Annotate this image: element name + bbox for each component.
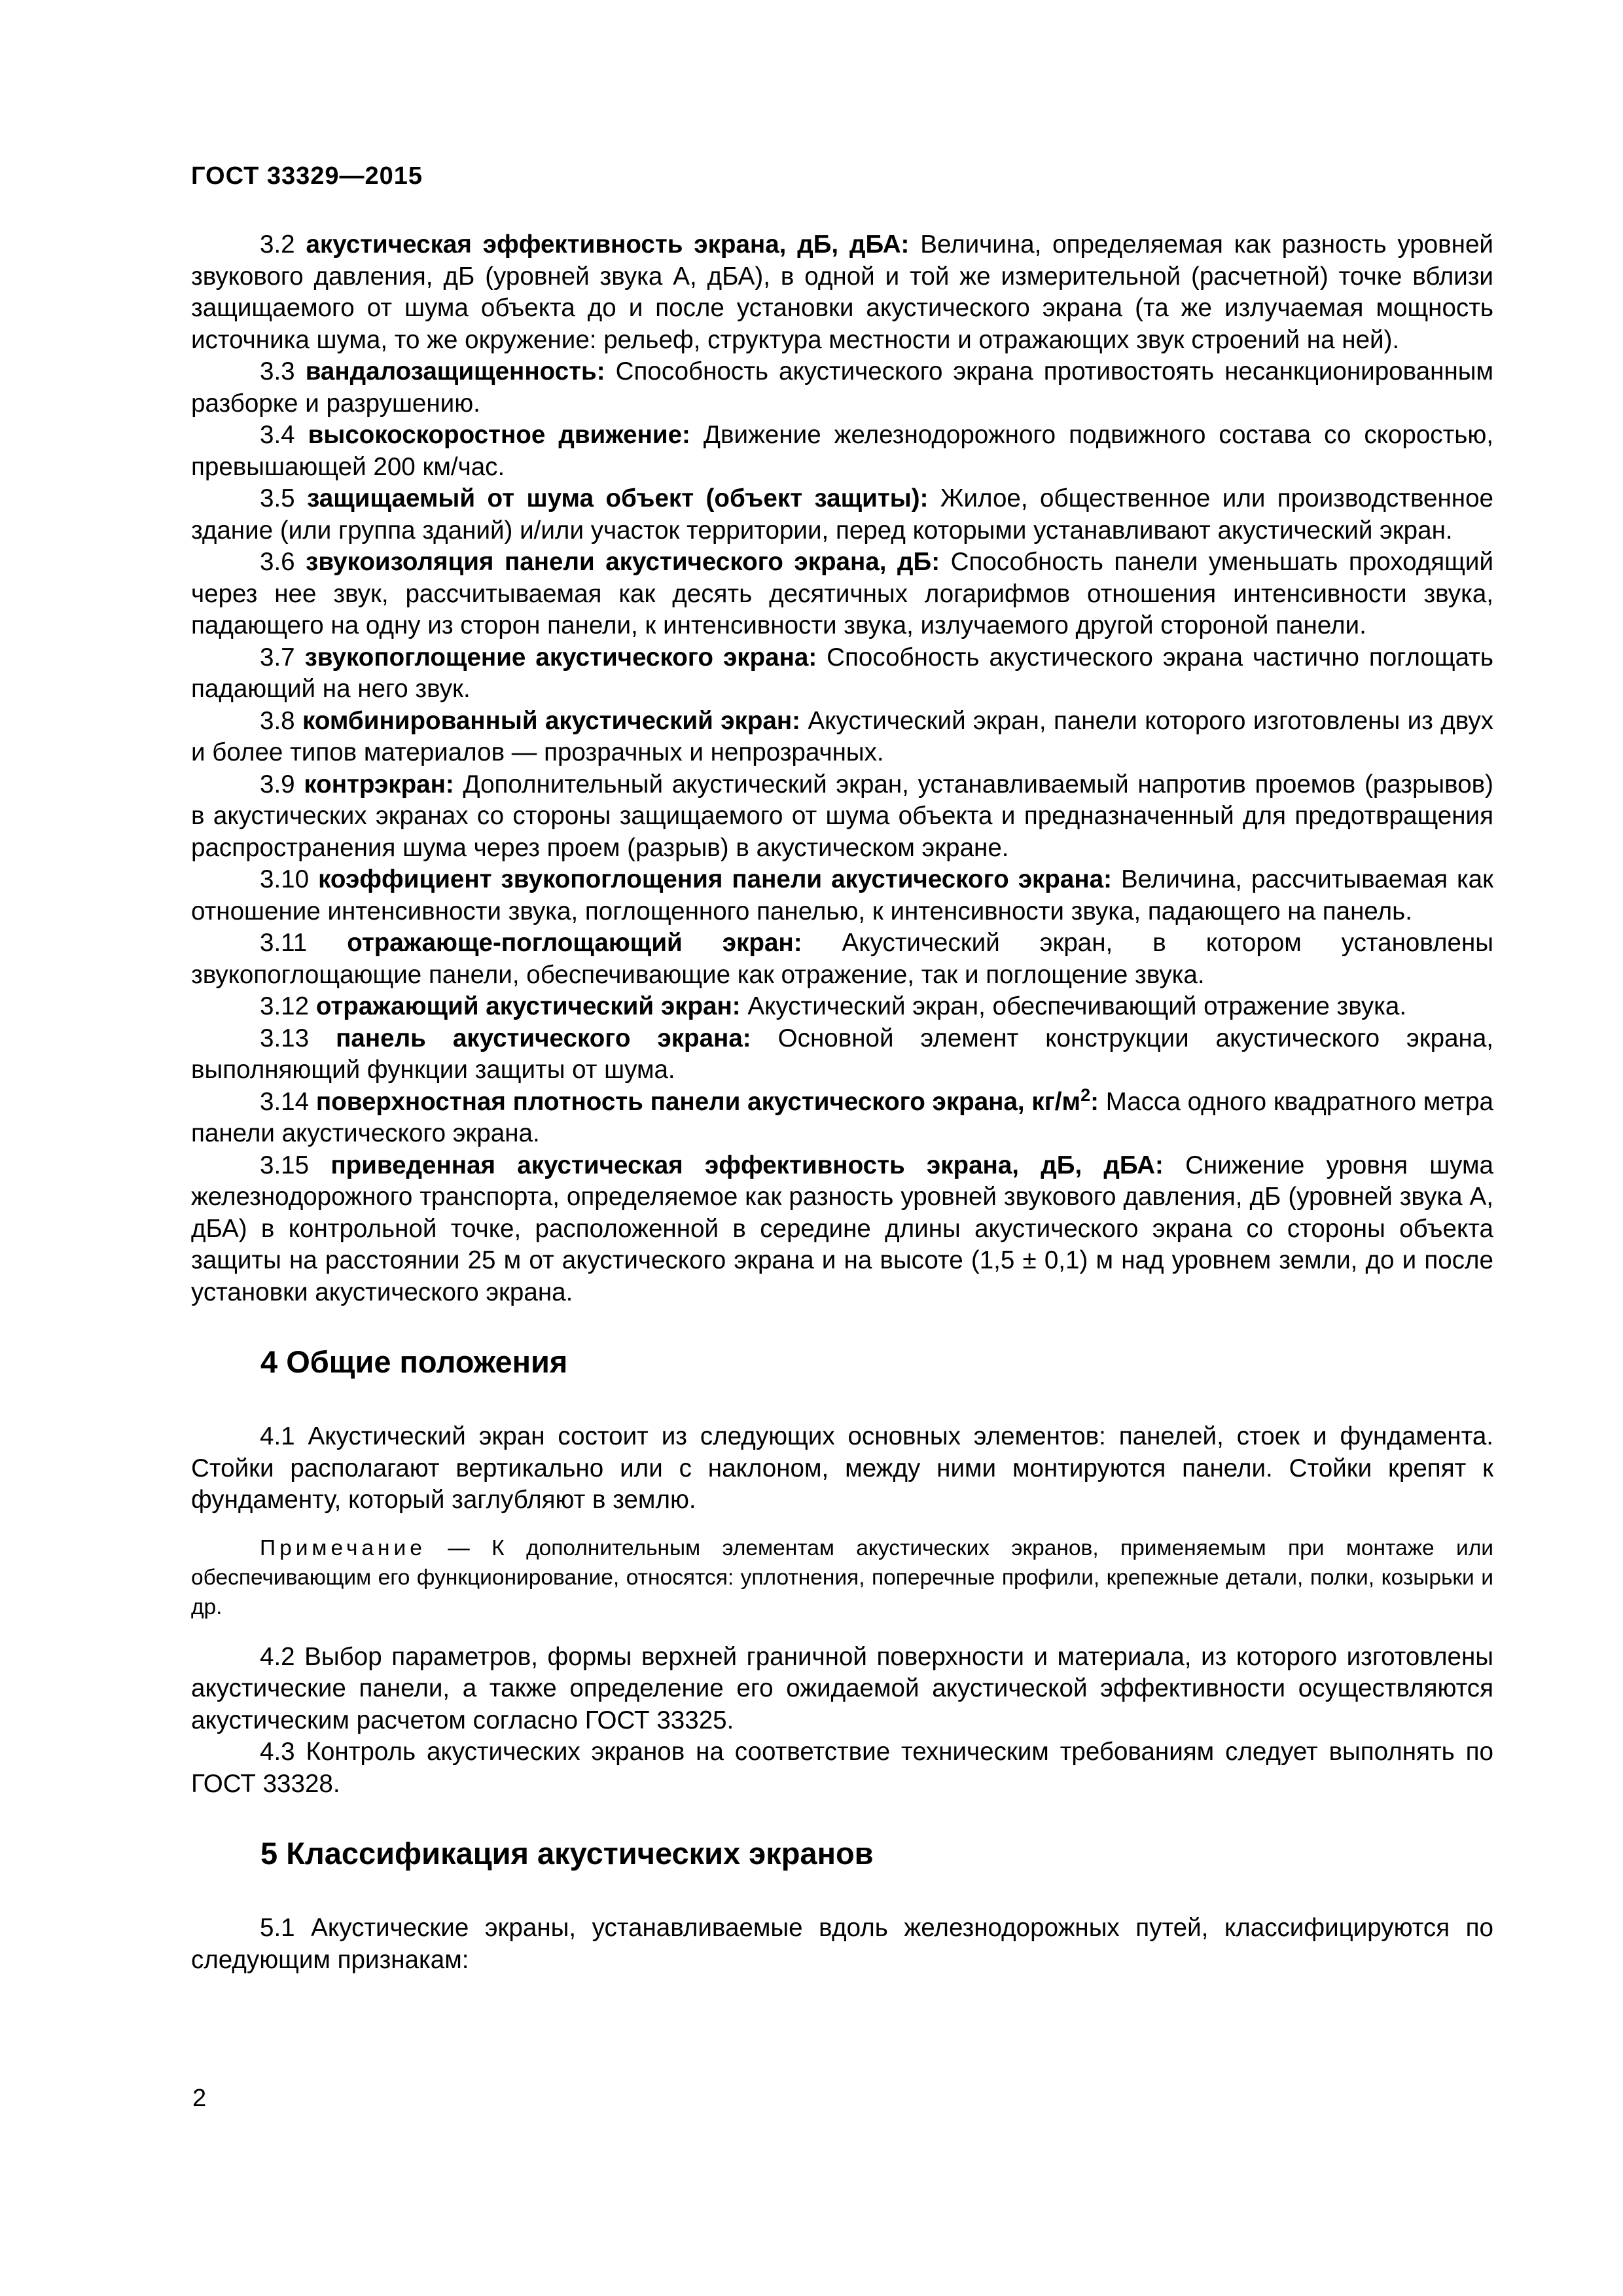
note-label: Примечание (260, 1535, 426, 1560)
term-definition: Акустический экран, обеспечивающий отражение звука. (747, 992, 1407, 1020)
term-definition: Способность акустического экрана частично поглощать падающий на него звук. (191, 643, 1494, 703)
term-definition: Движение железнодорожного подвижного состава со скоростью, превышающей 200 км/час. (191, 421, 1494, 481)
term-3-13: 3.13 панель акустического экрана: Основной элемент конструкции акустического экрана, выполняющий функции защиты от шума. (191, 1024, 1494, 1084)
term-title: звукоизоляция панели акустического экрана, дБ: (306, 548, 940, 576)
term-title: комбинированный акустический экран: (302, 706, 801, 735)
term-definition: Основной элемент конструкции акустического экрана, выполняющий функции защиты от шума. (191, 1024, 1494, 1084)
term-3-4: 3.4 высокоскоростное движение: Движение железнодорожного подвижного состава со скоростью, превышающей 200 км/час. (191, 421, 1494, 481)
term-title: высокоскоростное движение: (308, 421, 690, 449)
paragraph-5-1: 5.1 Акустические экраны, устанавливаемые вдоль железнодорожных путей, классифицируются по следующим признакам: (191, 1914, 1493, 1974)
term-3-9: 3.9 контрэкран: Дополнительный акустический экран, устанавливаемый напротив проемов (разрывов) в акустических экранах со стороны защищаемого от шума объекта и предназначенный для предотвращения распространения шума через проем (разрыв) в акустическом экране. (191, 770, 1494, 862)
term-definition: Акустический экран, в котором установлены звукопоглощающие панели, обеспечивающие как отражение, так и поглощение звука. (191, 929, 1493, 989)
term-title: звукопоглощение акустического экрана: (304, 643, 817, 672)
term-definition: Масса одного квадратного метра панели акустического экрана. (191, 1087, 1494, 1147)
term-definition: Способность панели уменьшать проходящий через нее звук, рассчитываемая как десять десятичных логарифмов отношения интенсивности звука, падающего на одну из сторон панели, к интенсивности звука, излучаемого другой стороной панели. (191, 548, 1493, 639)
term-3-7: 3.7 звукопоглощение акустического экрана: Способность акустического экрана частично поглощать падающий на него звук. (191, 643, 1494, 703)
term-title: вандалозащищенность: (305, 357, 605, 386)
paragraph-4-3: 4.3 Контроль акустических экранов на соответствие техническим требованиям следует выполнять по ГОСТ 33328. (191, 1738, 1493, 1798)
term-definition: Величина, рассчитываемая как отношение интенсивности звука, поглощенного панелью, к интенсивности звука, падающего на панель. (191, 865, 1494, 925)
term-title: контрэкран: (304, 770, 454, 798)
term-definition: Способность акустического экрана противостоять несанкционированным разборке и разрушению. (191, 357, 1494, 418)
term-title: коэффициент звукопоглощения панели акустического экрана: (318, 865, 1112, 893)
term-title: поверхностная плотность панели акустического экрана, $кг/м^2$: (315, 1085, 1099, 1116)
term-3-8: 3.8 комбинированный акустический экран: Акустический экран, панели которого изготовлены из двух и более типов материалов — прозрачных и непрозрачных. (191, 706, 1493, 766)
term-3-12: 3.12 отражающий акустический экран: Акустический экран, обеспечивающий отражение звука. (260, 992, 1407, 1020)
term-3-14: 3.14 поверхностная плотность панели акустического экрана, $кг/м^2$: Масса одного квадратного метра панели акустического экрана. (191, 1085, 1494, 1147)
term-title: панель акустического экрана: (336, 1024, 751, 1052)
term-title: акустическая эффективность экрана, дБ, дБА: (306, 230, 910, 259)
term-title: отражающе-поглощающий экран: (347, 929, 802, 957)
term-3-5: 3.5 защищаемый от шума объект (объект защиты): Жилое, общественное или производственное здание (или группа зданий) и/или участок территории, перед которыми устанавливают акустический экран. (191, 484, 1494, 545)
term-definition: Акустический экран, панели которого изготовлены из двух и более типов материалов — прозрачных и непрозрачных. (191, 706, 1493, 766)
note-text: — К дополнительным элементам акустических экранов, применяемым при монтаже или обеспечивающим его функционирование, относятся: уплотнения, поперечные профили, крепежные детали, полки, козырьки и др. (191, 1535, 1493, 1619)
term-3-10: 3.10 коэффициент звукопоглощения панели акустического экрана: Величина, рассчитываемая как отношение интенсивности звука, поглощенного панелью, к интенсивности звука, падающего на панель. (191, 865, 1494, 925)
superscript: 2 (1080, 1085, 1091, 1105)
term-definition: Снижение уровня шума железнодорожного транспорта, определяемое как разность уровней звукового давления, дБ (уровней звука А, дБА) в контрольной точке, расположенной в середине длины акустического экрана со стороны объекта защиты на расстоянии 25 м от акустического экрана и на высоте (1,5 ± 0,1) м над уровнем земли, до и после установки акустического экрана. (191, 1151, 1494, 1306)
page-content (191, 229, 1493, 1976)
section-5-title: 5 Классификация акустических экранов (260, 1836, 874, 1871)
term-3-2: 3.2 акустическая эффективность экрана, дБ, дБА: Величина, определяемая как разность уровней звукового давления, дБ (уровней звука А, дБА), в одной и той же измерительной (расчетной) точке вблизи защищаемого от шума объекта до и после установки акустического экрана (та же излучаемая мощность источника шума, то же окружение: рельеф, структура местности и отражающих звук строений на ней). (191, 230, 1493, 354)
paragraph-4-1: 4.1 Акустический экран состоит из следующих основных элементов: панелей, стоек и фундамента. Стойки располагают вертикально или с наклоном, между ними монтируются панели. Стойки крепят к фундаменту, который заглубляют в землю. (191, 1422, 1493, 1514)
term-3-11: 3.11 отражающе-поглощающий экран: Акустический экран, в котором установлены звукопоглощающие панели, обеспечивающие как отражение, так и поглощение звука. (191, 929, 1493, 989)
paragraph-4-2: 4.2 Выбор параметров, формы верхней граничной поверхности и материала, из которого изготовлены акустические панели, а также определение его ожидаемой акустической эффективности осуществляются акустическим расчетом согласно ГОСТ 33325. (191, 1642, 1493, 1734)
note (191, 1534, 1493, 1622)
term-title: защищаемый от шума объект (объект защиты): (307, 484, 929, 512)
term-3-15: 3.15 приведенная акустическая эффективность экрана, дБ, дБА: Снижение уровня шума железнодорожного транспорта, определяемое как разность уровней звукового давления, дБ (уровней звука А, дБА) в контрольной точке, расположенной в середине длины акустического экрана со стороны объекта защиты на расстоянии 25 м от акустического экрана и на высоте (1,5 ± 0,1) м над уровнем земли, до и после установки акустического экрана. (191, 1151, 1494, 1306)
standard-header: ГОСТ 33329—2015 (191, 162, 423, 190)
section-4-title: 4 Общие положения (260, 1344, 568, 1379)
term-3-6: 3.6 звукоизоляция панели акустического экрана, дБ: Способность панели уменьшать проходящий через нее звук, рассчитываемая как десять десятичных логарифмов отношения интенсивности звука, падающего на одну из сторон панели, к интенсивности звука, излучаемого другой стороной панели. (191, 548, 1493, 639)
term-title: приведенная акустическая эффективность экрана, дБ, дБА: (330, 1151, 1164, 1179)
page-number: 2 (192, 2085, 207, 2112)
term-definition: Величина, определяемая как разность уровней звукового давления, дБ (уровней звука А, дБА), в одной и той же измерительной (расчетной) точке вблизи защищаемого от шума объекта до и после установки акустического экрана (та же излучаемая мощность источника шума, то же окружение: рельеф, структура местности и отражающих звук строений на ней). (191, 230, 1493, 354)
term-definition: Жилое, общественное или производственное здание (или группа зданий) и/или участок территории, перед которыми устанавливают акустический экран. (191, 484, 1494, 545)
term-definition: Дополнительный акустический экран, устанавливаемый напротив проемов (разрывов) в акустических экранах со стороны защищаемого от шума объекта и предназначенный для предотвращения распространения шума через проем (разрыв) в акустическом экране. (191, 770, 1494, 862)
term-3-3: 3.3 вандалозащищенность: Способность акустического экрана противостоять несанкционированным разборке и разрушению. (191, 357, 1494, 418)
term-title: отражающий акустический экран: (315, 992, 741, 1020)
